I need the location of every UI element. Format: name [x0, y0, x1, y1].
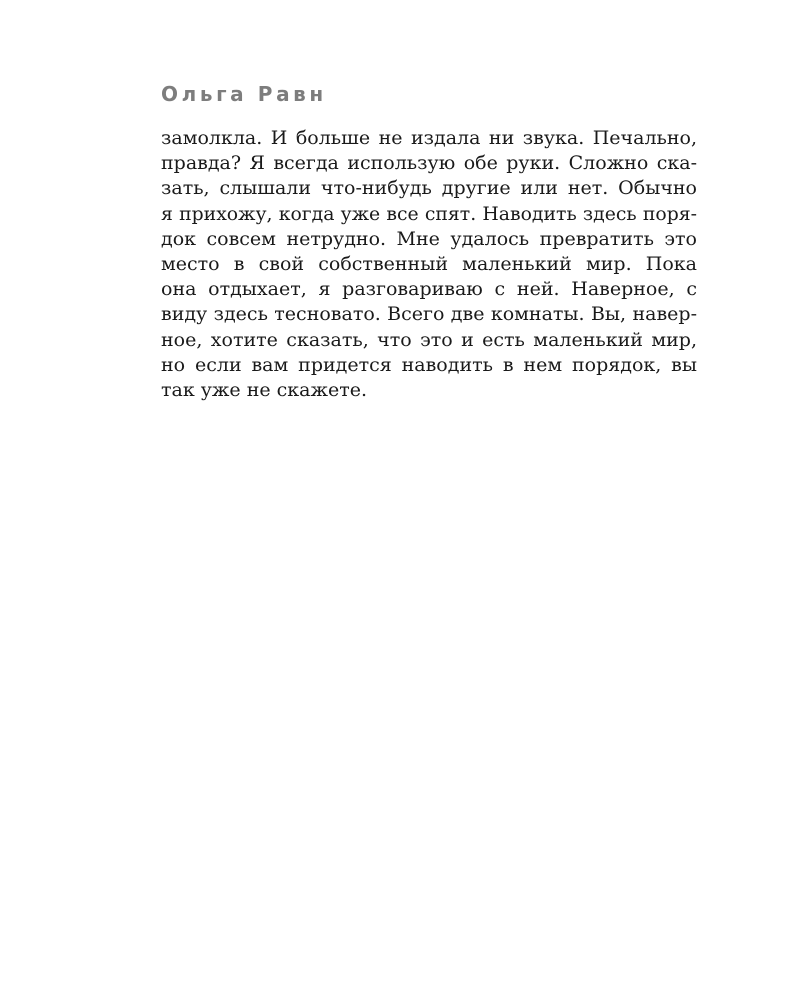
text-line: место в свой собственный маленький мир. Пока: [161, 252, 697, 275]
text-line: замолкла. И больше не издала ни звука. Печально,: [161, 127, 697, 149]
text-line: я прихожу, когда уже все спят. Наводить здесь поря-: [161, 203, 697, 225]
body-paragraph: [161, 126, 697, 403]
text-line: док совсем нетрудно. Мне удалось превратить это: [161, 227, 697, 250]
text-line: но если вам придется наводить в нем порядок, вы: [161, 353, 697, 376]
text-line: зать, слышали что-нибудь другие или нет. Обычно: [161, 177, 697, 200]
text-line: правда? Я всегда использую обе руки. Сложно ска-: [161, 152, 697, 175]
running-head-author: Ольга Равн: [161, 82, 327, 106]
text-line: она отдыхает, я разговариваю с ней. Наверное, с: [161, 278, 697, 301]
text-line: так уже не скажете.: [161, 378, 368, 401]
text-line: виду здесь тесновато. Всего две комнаты. Вы, навер-: [161, 303, 697, 326]
text-line: ное, хотите сказать, что это и есть маленький мир,: [161, 328, 697, 351]
